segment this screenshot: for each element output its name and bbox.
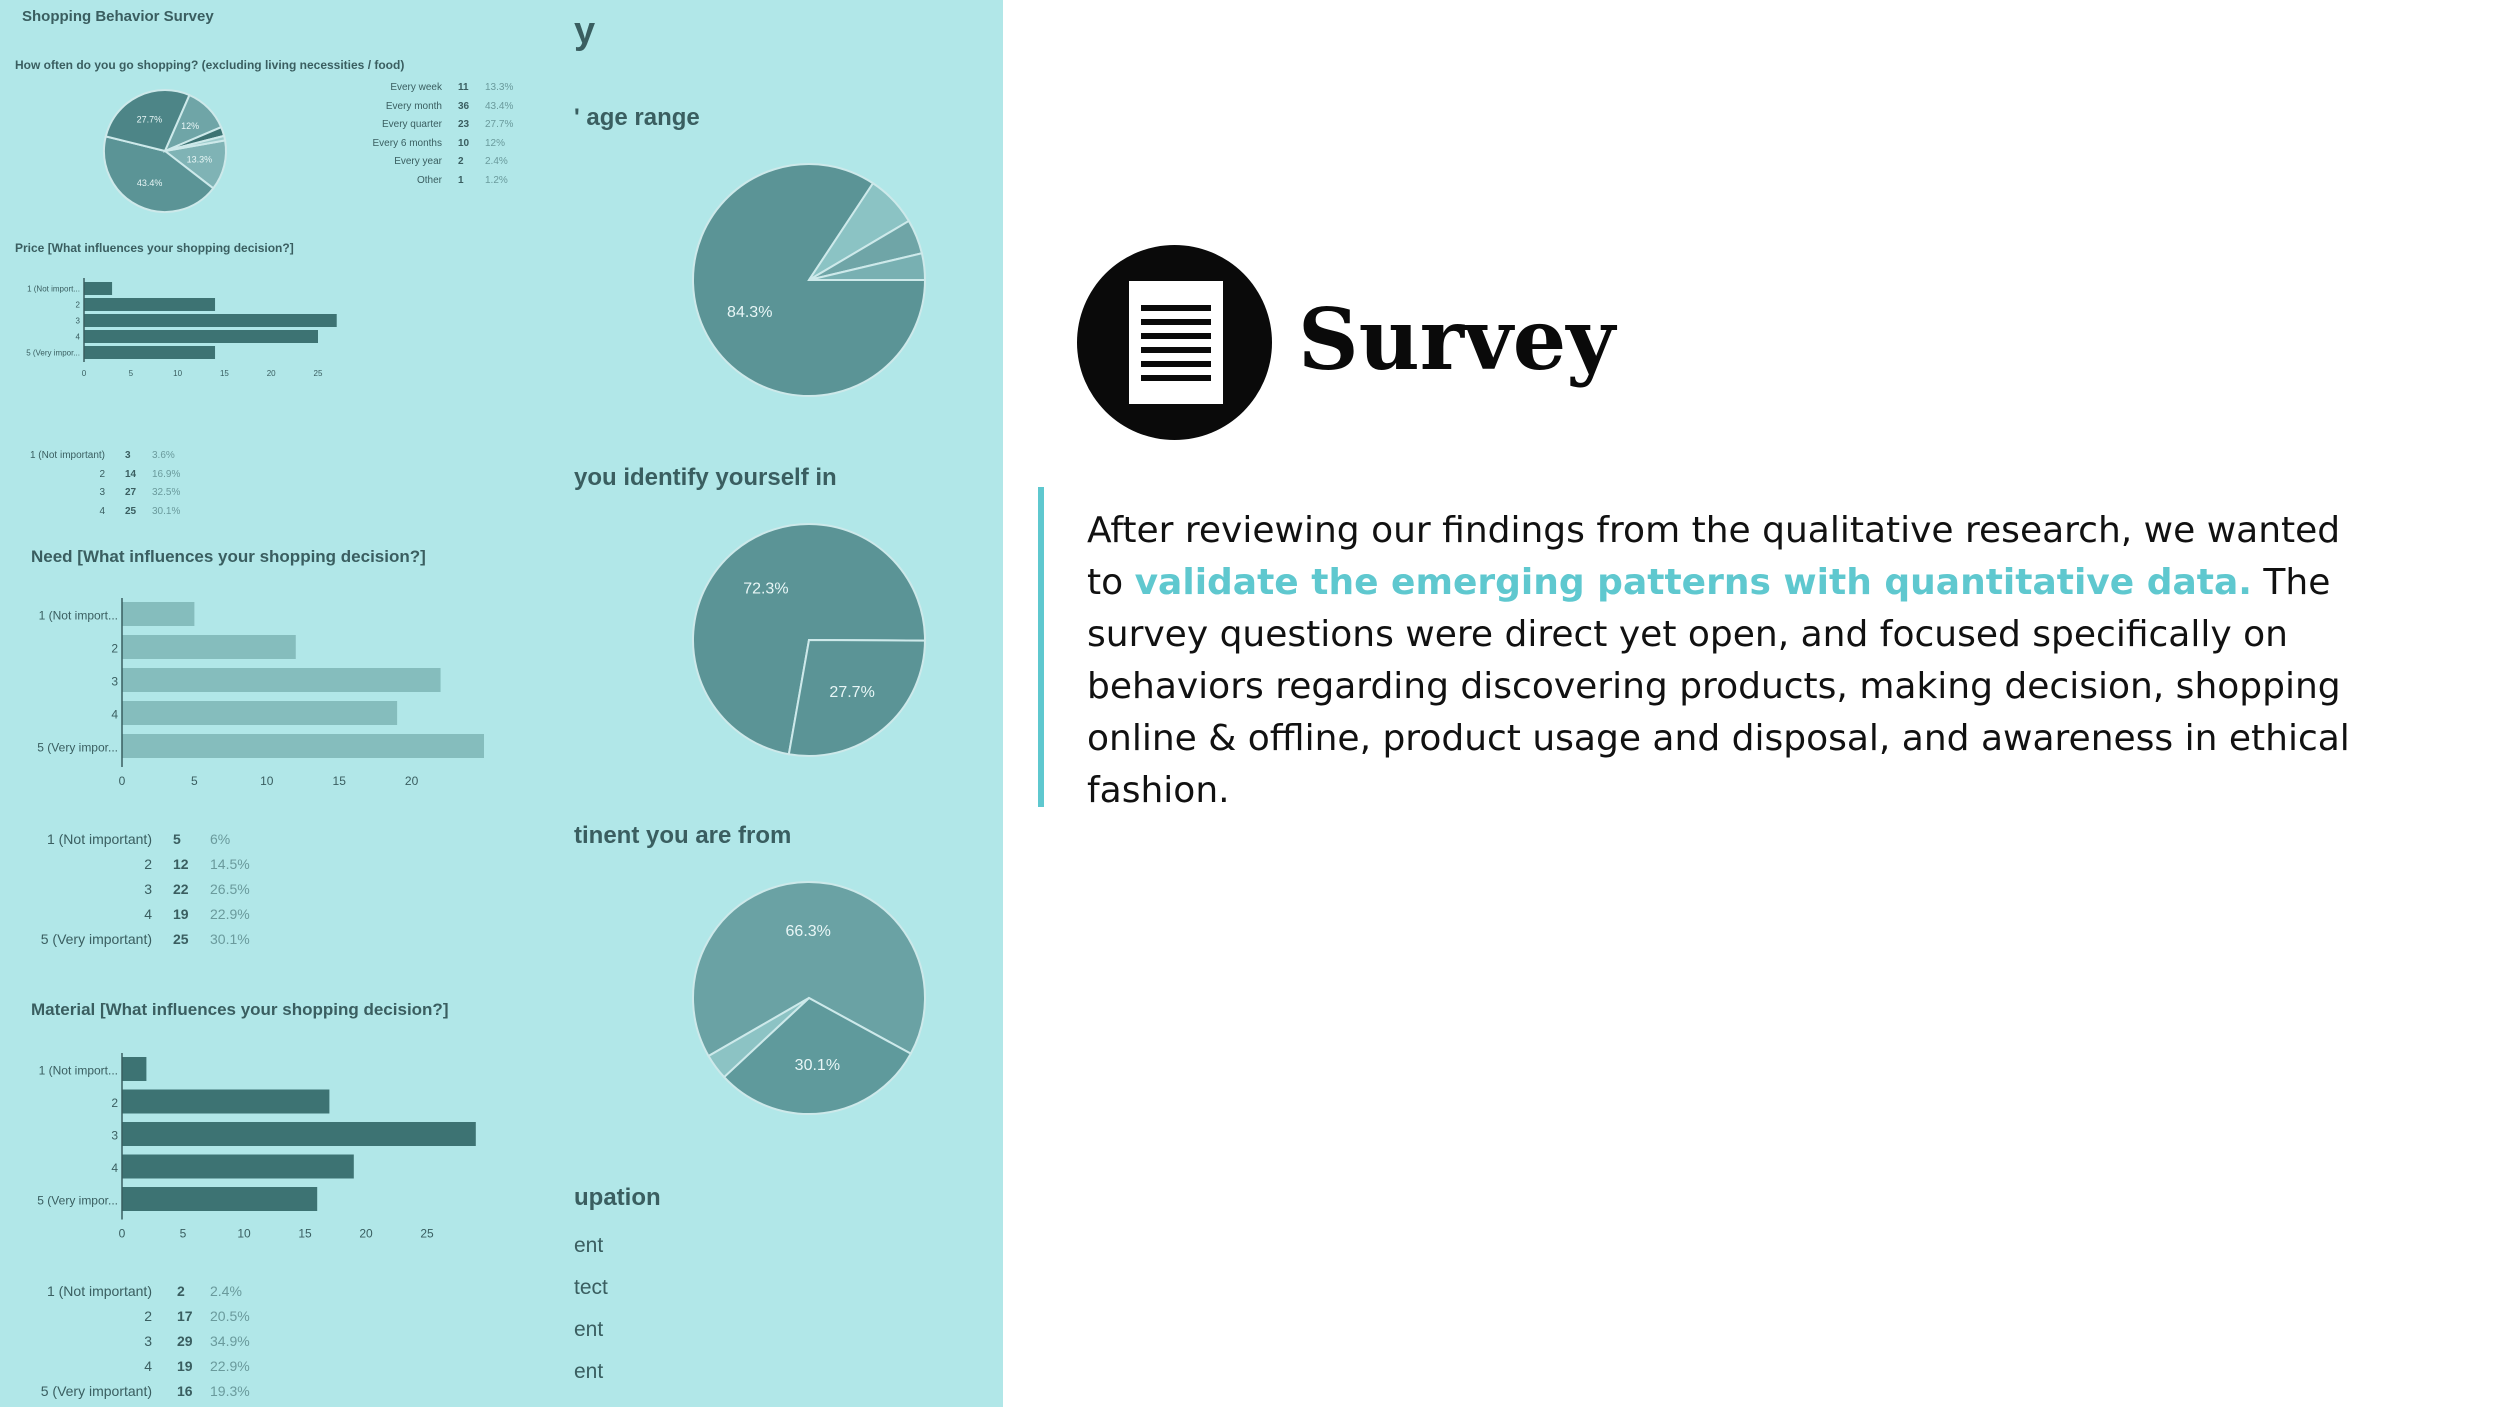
table-row-count: 12 — [173, 856, 189, 872]
x-tick-label: 5 — [179, 1226, 187, 1241]
table-row-label: 3 — [144, 1333, 152, 1349]
bar — [84, 330, 318, 343]
occupation-option: ent — [574, 1360, 604, 1383]
pie-slice-label: 72.3% — [743, 580, 789, 598]
frequency-pie-chart — [100, 86, 230, 216]
bar-category-label: 4 — [75, 332, 80, 342]
occupation-question-title: upation — [574, 1184, 661, 1211]
bar-category-label: 5 (Very impor... — [37, 1193, 118, 1208]
x-tick-label: 20 — [266, 369, 276, 378]
occupation-option: ent — [574, 1234, 604, 1257]
table-row-percent: 22.9% — [210, 1358, 250, 1374]
x-tick-label: 25 — [313, 369, 323, 378]
price-question-title: Price [What influences your shopping decision?] — [15, 241, 294, 255]
document-line — [1141, 375, 1211, 381]
table-row-count: 5 — [173, 831, 181, 847]
bar — [122, 668, 441, 692]
table-row-percent: 3.6% — [152, 450, 175, 461]
bar-category-label: 1 (Not import... — [27, 284, 80, 294]
occupation-option: tect — [574, 1276, 608, 1299]
table-row-percent: 26.5% — [210, 881, 250, 897]
continent-question-title: tinent you are from — [574, 822, 792, 849]
bar-category-label: 4 — [111, 1160, 118, 1175]
bar — [122, 1057, 146, 1081]
description-highlight: validate the emerging patterns with quantitative data. — [1134, 562, 2252, 603]
bar-category-label: 5 (Very impor... — [26, 348, 80, 358]
table-row-percent: 13.3% — [485, 82, 514, 93]
table-row-percent: 34.9% — [210, 1333, 250, 1349]
bar — [122, 734, 484, 758]
x-tick-label: 10 — [237, 1226, 251, 1241]
x-tick-label: 20 — [404, 774, 419, 788]
table-row-percent: 6% — [210, 831, 231, 847]
x-tick-label: 10 — [173, 369, 183, 378]
survey-screenshot-collage — [0, 0, 1003, 1407]
x-tick-label: 15 — [298, 1226, 312, 1241]
table-row-label: Other — [416, 174, 442, 186]
table-row-count: 2 — [177, 1283, 185, 1299]
table-row-label: 1 (Not important) — [46, 1283, 152, 1299]
table-row-label: 2 — [99, 468, 105, 480]
table-row-percent: 16.9% — [152, 468, 181, 480]
frequency-question-title: How often do you go shopping? (excluding living necessities / food) — [15, 58, 405, 72]
table-row-label: 1 (Not important) — [29, 450, 105, 461]
pie-slice-label: 43.4% — [136, 177, 163, 188]
front-sheet — [0, 0, 532, 530]
table-row-label: 5 (Very important) — [40, 931, 152, 947]
table-row-count: 14 — [125, 468, 137, 480]
table-row-percent: 30.1% — [152, 505, 181, 517]
price-bar-chart — [0, 274, 360, 424]
table-row-label: Every quarter — [381, 119, 442, 130]
bar — [122, 1155, 354, 1179]
bar-category-label: 4 — [111, 707, 118, 722]
description-text: After reviewing our findings from the qualitative research, we wanted to — [1087, 510, 2341, 603]
table-row-label: Every 6 months — [372, 137, 442, 149]
table-row-percent: 19.3% — [210, 1383, 250, 1399]
table-row-percent: 22.9% — [210, 906, 250, 922]
bar-category-label: 3 — [111, 1128, 118, 1143]
x-tick-label: 0 — [81, 369, 87, 378]
x-tick-label: 5 — [128, 369, 134, 378]
bar — [84, 346, 215, 359]
table-row-percent: 12% — [485, 137, 506, 149]
identify-pie-chart — [689, 520, 929, 760]
table-row-percent: 32.5% — [152, 487, 181, 498]
material-bar-chart — [0, 1047, 540, 1247]
identify-question-title: you identify yourself in — [574, 464, 837, 491]
continent-pie-chart — [689, 878, 929, 1118]
description-text: The survey questions were direct yet open, and focused specifically on behaviors regarding discovering products, making decision, shopping online & offline, product usage and disposal, and awareness in ethical fashion. — [1087, 562, 2350, 811]
bar-category-label: 2 — [111, 641, 118, 656]
table-row-count: 10 — [458, 137, 470, 149]
occupation-option: ent — [574, 1318, 604, 1341]
bar-category-label: 5 (Very impor... — [37, 740, 118, 755]
accent-rule — [1038, 487, 1044, 807]
bar-category-label: 2 — [75, 300, 80, 310]
pie-slice-label: 84.3% — [727, 304, 773, 322]
x-tick-label: 0 — [118, 774, 126, 788]
table-row-percent: 20.5% — [210, 1308, 250, 1324]
table-row-count: 25 — [173, 931, 189, 947]
pie-slice-label: 12% — [181, 121, 200, 132]
document-line — [1141, 319, 1211, 325]
x-tick-label: 25 — [420, 1226, 434, 1241]
table-row-count: 25 — [125, 505, 137, 517]
table-row-percent: 30.1% — [210, 931, 250, 947]
table-row-count: 11 — [458, 82, 469, 93]
pie-slice-label: 27.7% — [829, 683, 875, 701]
back-sheet-title: y — [574, 10, 596, 52]
table-row-label: 3 — [99, 487, 105, 498]
table-row-count: 3 — [125, 450, 131, 461]
table-row-count: 17 — [177, 1308, 193, 1324]
pie-slice-label: 66.3% — [785, 923, 831, 941]
description-paragraph — [1087, 505, 2377, 817]
table-row-label: 5 (Very important) — [40, 1383, 152, 1399]
table-row-percent: 1.2% — [485, 174, 508, 186]
bar — [122, 602, 194, 626]
table-row-label: Every week — [390, 82, 442, 93]
x-tick-label: 0 — [118, 1226, 126, 1241]
table-row-count: 23 — [458, 119, 470, 130]
table-row-percent: 2.4% — [210, 1283, 242, 1299]
table-row-label: Every year — [394, 156, 442, 167]
table-row-count: 22 — [173, 881, 189, 897]
age-question-title: ' age range — [574, 104, 700, 131]
table-row-label: 4 — [99, 505, 105, 517]
table-row-count: 1 — [458, 174, 464, 186]
table-row-count: 2 — [458, 156, 464, 167]
pie-slice-label: 13.3% — [186, 154, 213, 165]
pie-slice-label: 27.7% — [136, 114, 163, 125]
table-row-count: 27 — [125, 487, 137, 498]
x-tick-label: 10 — [260, 774, 274, 788]
x-tick-label: 15 — [219, 369, 229, 378]
table-row-percent: 14.5% — [210, 856, 250, 872]
bar-category-label: 1 (Not import... — [38, 608, 118, 623]
bar-category-label: 3 — [75, 316, 80, 326]
document-page — [1129, 281, 1223, 404]
bar — [84, 314, 337, 327]
document-line — [1141, 305, 1211, 311]
table-row-percent: 2.4% — [485, 156, 508, 167]
table-row-count: 19 — [173, 906, 189, 922]
table-row-count: 29 — [177, 1333, 193, 1349]
bar-category-label: 2 — [111, 1095, 118, 1110]
document-line — [1141, 333, 1211, 339]
table-row-label: 4 — [144, 1358, 152, 1374]
x-tick-label: 5 — [191, 774, 198, 788]
bar — [122, 1090, 329, 1114]
document-line — [1141, 361, 1211, 367]
bar — [122, 1122, 476, 1146]
pie-slice-label: 30.1% — [794, 1057, 841, 1075]
table-row-label: 2 — [144, 856, 152, 872]
bar — [84, 282, 112, 295]
document-icon — [1077, 245, 1272, 440]
table-row-count: 36 — [458, 100, 470, 112]
bar-category-label: 1 (Not import... — [38, 1063, 118, 1078]
bar — [84, 298, 215, 311]
bar — [122, 1187, 317, 1211]
table-row-label: 1 (Not important) — [46, 831, 152, 847]
need-question-title: Need [What influences your shopping decision?] — [31, 547, 426, 566]
sheet-title: Shopping Behavior Survey — [22, 8, 214, 25]
x-tick-label: 15 — [332, 774, 346, 788]
table-row-label: 4 — [144, 906, 152, 922]
table-row-percent: 43.4% — [485, 100, 514, 112]
x-tick-label: 20 — [359, 1226, 373, 1241]
material-question-title: Material [What influences your shopping decision?] — [31, 1000, 449, 1019]
bar — [122, 635, 296, 659]
table-row-label: Every month — [385, 100, 442, 112]
table-row-percent: 27.7% — [485, 119, 514, 130]
table-row-label: 3 — [144, 881, 152, 897]
page-title: Survey — [1298, 290, 1616, 389]
bar-category-label: 3 — [111, 674, 118, 689]
table-row-count: 16 — [177, 1383, 193, 1399]
table-row-label: 2 — [144, 1308, 152, 1324]
need-bar-chart — [0, 592, 540, 792]
document-line — [1141, 347, 1211, 353]
bar — [122, 701, 397, 725]
age-range-pie-chart — [689, 160, 929, 400]
table-row-count: 19 — [177, 1358, 193, 1374]
